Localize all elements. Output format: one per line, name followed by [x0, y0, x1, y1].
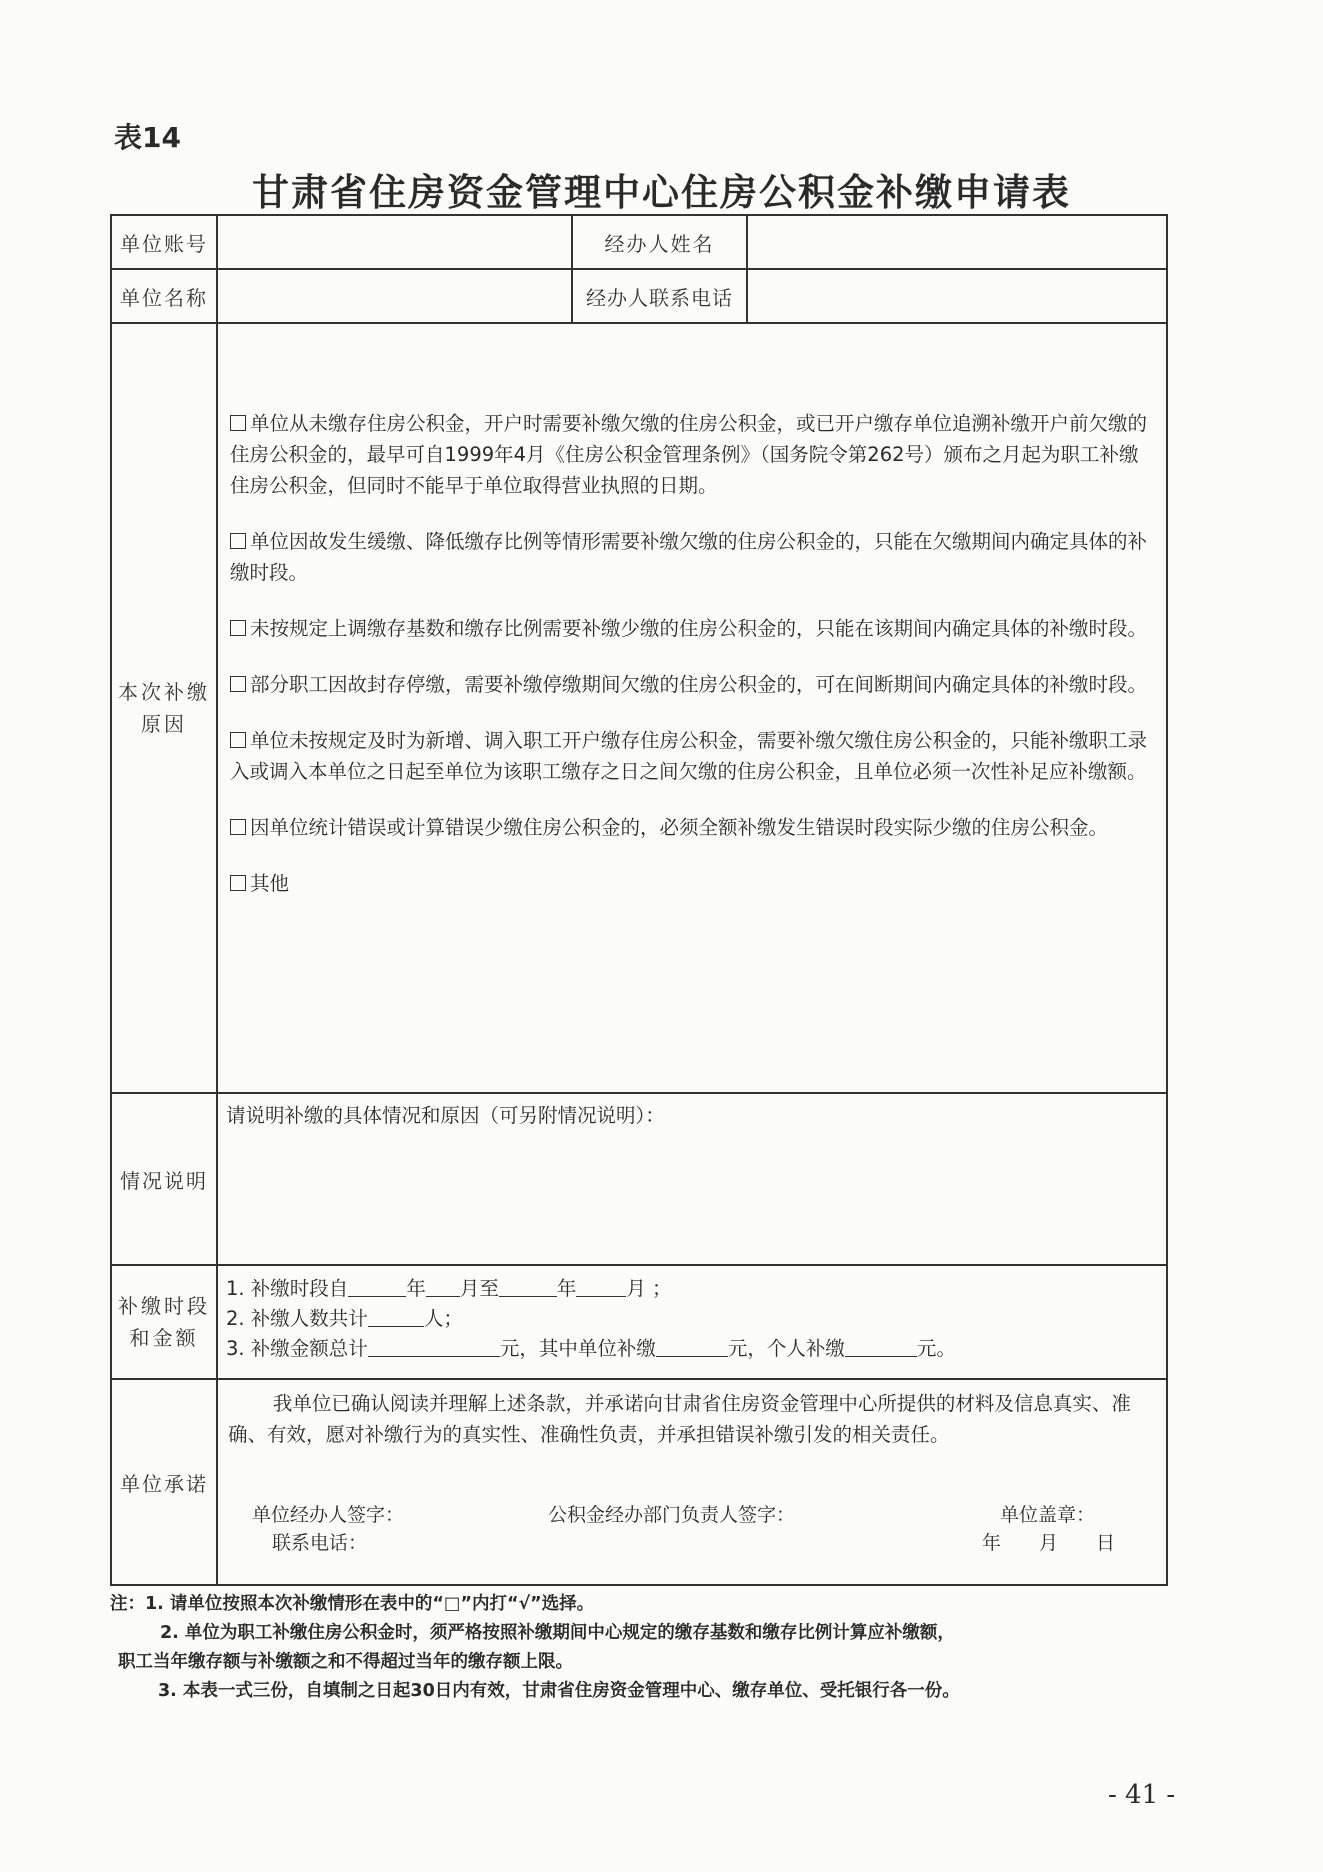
sign-date[interactable]: 年 月 日	[982, 1532, 1116, 1554]
checkbox-icon[interactable]	[230, 415, 246, 431]
reason-options	[217, 323, 1167, 1093]
checkbox-icon[interactable]	[230, 533, 246, 549]
reason-option[interactable]: 未按规定上调缴存基数和缴存比例需要补缴少缴的住房公积金的，只能在该期间内确定具体的补缴时段。	[230, 613, 1152, 644]
start-year-blank[interactable]	[348, 1276, 406, 1297]
end-year-blank[interactable]	[499, 1276, 557, 1297]
dept-sign[interactable]: 公积金经办部门负责人签字：	[548, 1504, 796, 1526]
account-field[interactable]	[217, 215, 572, 269]
promise-text: 我单位已确认阅读并理解上述条款，并承诺向甘肃省住房资金管理中心所提供的材料及信息真实、准确、有效，愿对补缴行为的真实性、准确性负责，并承担错误补缴引发的相关责任。	[228, 1392, 1131, 1446]
handler-name-field[interactable]	[747, 215, 1167, 269]
unit-amount-blank[interactable]	[656, 1336, 728, 1357]
end-month-blank[interactable]	[576, 1276, 626, 1297]
detail-prompt: 请说明补缴的具体情况和原因（可另附情况说明）：	[226, 1104, 665, 1127]
table-tag: 表14	[114, 121, 181, 154]
reason-option[interactable]: 单位从未缴存住房公积金，开户时需要补缴欠缴的住房公积金，或已开户缴存单位追溯补缴开户前欠缴的住房公积金的，最早可自1999年4月《住房公积金管理条例》（国务院令第262号）颁布之月起为职工补缴住房公积金，但同时不能早于单位取得营业执照的日期。	[230, 412, 1148, 497]
reason-label: 本次补缴 原因	[111, 323, 217, 1093]
checkbox-icon[interactable]	[230, 676, 246, 692]
application-form	[110, 214, 1168, 1586]
checkbox-icon[interactable]	[230, 819, 246, 835]
account-label: 单位账号	[111, 215, 217, 269]
handler-sign[interactable]: 单位经办人签字：	[252, 1504, 405, 1526]
detail-label: 情况说明	[111, 1093, 217, 1265]
period-line: 1. 补缴时段自 年 月至 年 月 ；	[226, 1277, 672, 1300]
unit-name-label: 单位名称	[111, 269, 217, 323]
headcount-line: 2. 补缴人数共计 人；	[226, 1307, 463, 1330]
handler-name-label: 经办人姓名	[572, 215, 747, 269]
note-item: 2. 单位为职工补缴住房公积金时，须严格按照补缴期间中心规定的缴存基数和缴存比例计算应补缴额，	[160, 1623, 955, 1643]
reason-option[interactable]: 单位未按规定及时为新增、调入职工开户缴存住房公积金，需要补缴欠缴住房公积金的，只能补缴职工录入或调入本单位之日起至单位为该职工缴存之日之间欠缴的住房公积金，且单位必须一次性补足应补缴额。	[230, 729, 1148, 783]
headcount-blank[interactable]	[368, 1306, 424, 1327]
start-month-blank[interactable]	[426, 1276, 460, 1297]
note-item: 职工当年缴存额与补缴额之和不得超过当年的缴存额上限。	[118, 1652, 573, 1672]
note-item: 3. 本表一式三份，自填制之日起30日内有效，甘肃省住房资金管理中心、缴存单位、受托银行各一份。	[158, 1681, 960, 1701]
checkbox-icon[interactable]	[230, 620, 246, 636]
detail-field[interactable]	[217, 1093, 1167, 1265]
personal-amount-blank[interactable]	[845, 1336, 917, 1357]
period-fields	[217, 1265, 1167, 1379]
unit-seal[interactable]: 单位盖章：	[1000, 1504, 1096, 1526]
checkbox-icon[interactable]	[230, 875, 246, 891]
period-label: 补缴时段 和金额	[111, 1265, 217, 1379]
checkbox-icon[interactable]	[230, 732, 246, 748]
reason-option[interactable]: 单位因故发生缓缴、降低缴存比例等情形需要补缴欠缴的住房公积金的，只能在欠缴期间内确定具体的补缴时段。	[230, 530, 1148, 584]
reason-option[interactable]: 其他	[230, 868, 1152, 899]
reason-option[interactable]: 因单位统计错误或计算错误少缴住房公积金的，必须全额补缴发生错误时段实际少缴的住房公积金。	[230, 812, 1152, 843]
promise-label: 单位承诺	[111, 1379, 217, 1585]
note-item: 注：1. 请单位按照本次补缴情形在表中的“□”内打“√”选择。	[110, 1594, 595, 1614]
promise-cell	[217, 1379, 1167, 1585]
handler-phone-field[interactable]	[747, 269, 1167, 323]
total-amount-blank[interactable]	[368, 1336, 500, 1357]
form-title: 甘肃省住房资金管理中心住房公积金补缴申请表	[252, 171, 1071, 214]
unit-name-field[interactable]	[217, 269, 572, 323]
page-number: - 41 -	[1108, 1780, 1176, 1810]
handler-phone[interactable]: 联系电话：	[272, 1532, 368, 1554]
reason-option[interactable]: 部分职工因故封存停缴，需要补缴停缴期间欠缴的住房公积金的，可在间断期间内确定具体的补缴时段。	[230, 669, 1152, 700]
amount-line: 3. 补缴金额总计 元，其中单位补缴 元，个人补缴 元。	[226, 1337, 956, 1360]
notes	[110, 1590, 1190, 1706]
handler-phone-label: 经办人联系电话	[572, 269, 747, 323]
